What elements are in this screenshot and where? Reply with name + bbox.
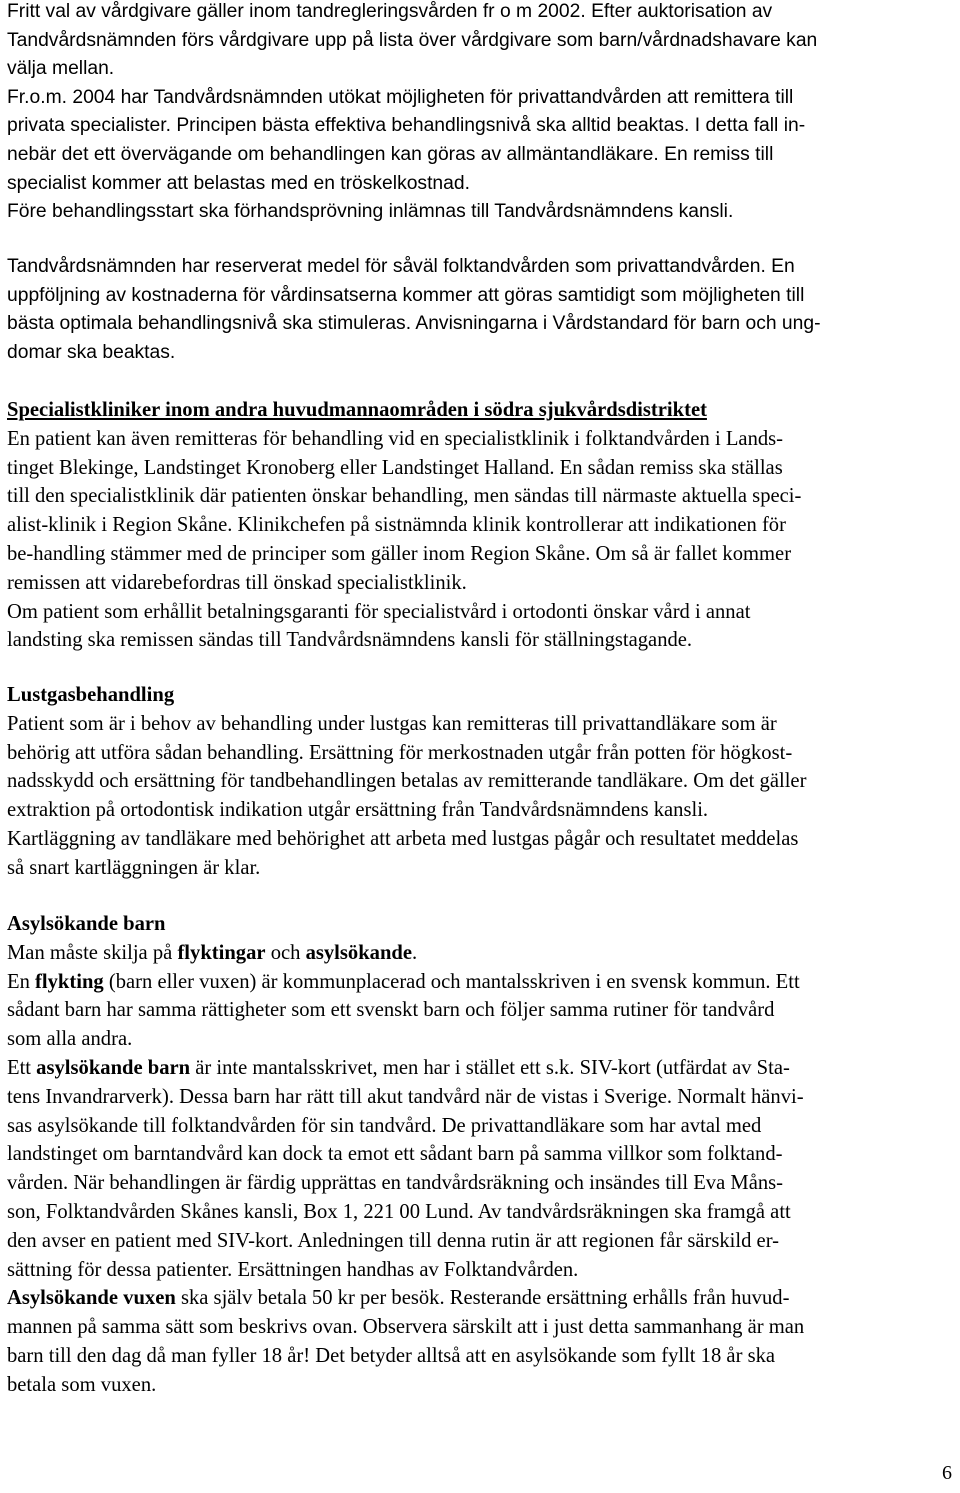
text-line [7, 968, 804, 997]
text-line: välja mellan. [7, 58, 115, 80]
asylum-section [7, 910, 804, 1400]
text-run: (barn eller vuxen) är kommunplacerad och mantalsskriven i en svensk kommun. Ett [103, 970, 800, 993]
text-line: som alla andra. [7, 1028, 133, 1051]
text-line: bästa optimala behandlingsnivå ska stimuleras. Anvisningarna i Vårdstandard för barn och ung- [7, 313, 821, 335]
text-line: sättning för dessa patienter. Ersättningen handhas av Folktandvården. [7, 1258, 579, 1281]
text-line: sas asylsökande till folktandvården för sin tandvård. De privattandläkare som har avtal med [7, 1114, 762, 1137]
text-line: Om patient som erhållit betalningsgaranti för specialistvård i ortodonti önskar vård i annat [7, 600, 751, 623]
text-line: extraktion på ortodontisk indikation utgår ersättning från Tandvårdsnämndens kansli. [7, 799, 709, 822]
text-line: remissen att vidarebefordras till önskad specialistklinik. [7, 571, 467, 594]
bold-term: asylsökande [305, 941, 413, 964]
text-run: Ett [7, 1056, 37, 1079]
text-line: landstinget om barntandvård kan dock ta emot ett sådant barn på samma villkor som folktand- [7, 1143, 783, 1166]
text-line: betala som vuxen. [7, 1373, 157, 1396]
text-run: Man måste skilja på [7, 941, 178, 964]
text-line: vården. När behandlingen är färdig upprättas en tandvårdsräkning och insändes till Eva Måns- [7, 1172, 784, 1195]
text-run: och [265, 941, 306, 964]
section-heading: Lustgasbehandling [7, 684, 175, 706]
text-line: En patient kan även remitteras för behandling vid en specialistklinik i folktandvården i Lands- [7, 427, 784, 450]
lustgas-section [7, 681, 806, 883]
bold-term: Asylsökande vuxen [7, 1287, 176, 1310]
reserved-funds-paragraph [7, 253, 821, 367]
text-line: mannen på samma sätt som beskrivs ovan. Observera särskilt att i just detta sammanhang är man [7, 1316, 805, 1339]
text-line: be-handling stämmer med de principer som gäller inom Region Skåne. Om så är fallet kommer [7, 542, 792, 565]
section-heading: Asylsökande barn [7, 913, 166, 935]
text-line: Tandvårdsnämnden förs vårdgivare upp på lista över vårdgivare som barn/vårdnadshavare kan [7, 29, 818, 51]
text-line [7, 1284, 804, 1313]
text-line: tinget Blekinge, Landstinget Kronoberg eller Landstinget Halland. En sådan remiss ska ställas [7, 456, 783, 479]
text-line: sådant barn har samma rättigheter som ett svenskt barn och följer samma rutiner för tandvård [7, 999, 775, 1022]
text-line: behörig att utföra sådan behandling. Ersättning för merkostnaden utgår från potten för högkost- [7, 741, 793, 764]
text-line: domar ska beaktas. [7, 341, 176, 363]
text-line: till den specialistklinik där patienten önskar behandling, men sändas till närmaste aktuella speci- [7, 485, 802, 508]
text-line: son, Folktandvården Skånes kansli, Box 1, 221 00 Lund. Av tandvårdsräkningen ska framgå att [7, 1200, 791, 1223]
text-line [7, 939, 804, 968]
text-line: nadsskydd och ersättning för tandbehandlingen betalas av remitterande tandläkare. Om det gäller [7, 770, 807, 793]
text-line: Fritt val av vårdgivare gäller inom tandregleringsvården fr o m 2002. Efter auktorisation av [7, 1, 773, 22]
text-run: ska själv betala 50 kr per besök. Resterande ersättning erhålls från huvud- [175, 1287, 790, 1310]
text-line [7, 1054, 804, 1083]
bold-term: asylsökande barn [36, 1056, 191, 1079]
text-line: tens Invandrarverk). Dessa barn har rätt till akut tandvård när de vistas i Sverige. Normalt hänvi- [7, 1085, 804, 1108]
text-line: den avser en patient med SIV-kort. Anledningen till denna rutin är att regionen får särskild er- [7, 1229, 780, 1252]
text-run: En [7, 970, 36, 993]
text-line: nebär det ett övervägande om behandlingen kan göras av allmäntandläkare. En remiss till [7, 143, 774, 165]
text-line: privata specialister. Principen bästa effektiva behandlingsnivå ska alltid beaktas. I detta fall in- [7, 115, 806, 137]
section-heading: Specialistkliniker inom andra huvudmannaområden i södra sjukvårdsdistriktet [7, 399, 707, 421]
text-line: uppföljning av kostnaderna för vårdinsatserna kommer att göras samtidigt som möjligheten till [7, 284, 805, 306]
bold-term: flyktingar [177, 941, 266, 964]
bold-term: flykting [35, 970, 104, 993]
text-line: specialist kommer att belastas med en tröskelkostnad. [7, 172, 470, 194]
page-number: 6 [942, 1462, 952, 1484]
text-line: Fr.o.m. 2004 har Tandvårdsnämnden utökat möjligheten för privattandvården att remittera till [7, 86, 794, 108]
text-line: landsting ska remissen sändas till Tandvårdsnämndens kansli för ställningstagande. [7, 629, 693, 652]
intro-paragraph [7, 0, 817, 227]
text-run: . [412, 941, 418, 964]
specialist-section [7, 396, 801, 655]
text-line: barn till den dag då man fyller 18 år! Det betyder alltså att en asylsökande som fyllt 18 år ska [7, 1344, 776, 1367]
text-run: är inte mantalsskrivet, men har i stället ett s.k. SIV-kort (utfärdat av Sta- [190, 1056, 790, 1079]
text-line: så snart kartläggningen är klar. [7, 856, 261, 879]
text-line: alist-klinik i Region Skåne. Klinikchefen på sistnämnda klinik kontrollerar att indikationen för [7, 514, 786, 537]
text-line: Patient som är i behov av behandling under lustgas kan remitteras till privattandläkare som är [7, 712, 777, 735]
text-line: Kartläggning av tandläkare med behörighet att arbeta med lustgas pågår och resultatet meddelas [7, 827, 799, 850]
text-line: Tandvårdsnämnden har reserverat medel för såväl folktandvården som privattandvården. En [7, 256, 795, 277]
text-line: Före behandlingsstart ska förhandsprövning inlämnas till Tandvårdsnämndens kansli. [7, 201, 734, 223]
